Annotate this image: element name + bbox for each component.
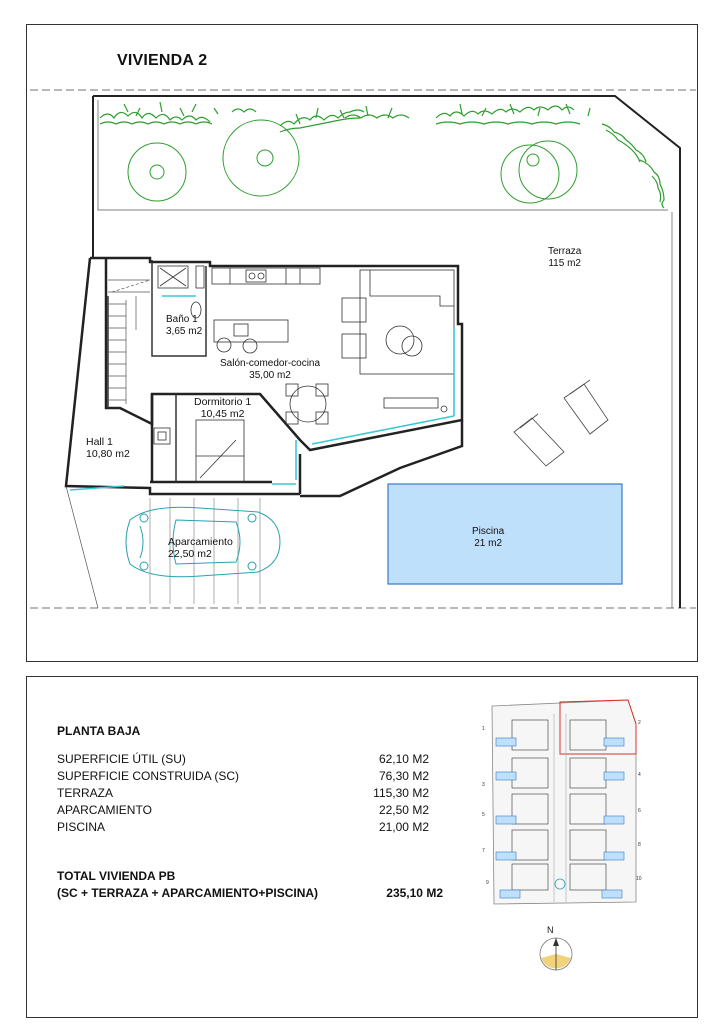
plot-number: 9 [486,880,489,886]
room-label-dormitorio: Dormitorio 1 10,45 m2 [194,396,252,420]
room-label-hall: Hall 1 10,80 m2 [86,436,130,460]
pool [388,484,622,584]
living-furniture [286,270,454,424]
summary-row [57,803,429,817]
summary-value: 62,10 M2 [378,752,429,766]
summary-value: 76,30 M2 [378,769,429,783]
room-label-terraza: Terraza 115 m2 [548,246,582,269]
glazing [70,296,454,490]
kitchen [212,268,320,353]
summary-value: 21,00 M2 [378,820,429,834]
summary-label: APARCAMIENTO [57,803,152,817]
staircase [108,280,150,404]
plan-title: VIVIENDA 2 [117,52,208,69]
plot-number: 3 [482,782,485,788]
total-row [57,886,443,900]
compass-icon [536,928,576,974]
total-formula: (SC + TERRAZA + APARCAMIENTO+PISCINA) [57,886,319,900]
hedge-vegetation [100,102,664,208]
plot-number: 2 [638,720,641,726]
room-label-bano: Baño 1 3,65 m2 [166,314,203,337]
plot-number: 10 [636,876,642,882]
room-label-salon: Salón-comedor-cocina 35,00 m2 [220,358,321,381]
summary-label: SUPERFICIE CONSTRUIDA (SC) [57,769,240,783]
room-label-aparcamiento: Aparcamiento 22,50 m2 [168,536,233,560]
total-title: TOTAL VIVIENDA PB [57,869,176,883]
sun-loungers [514,380,608,466]
trees [128,120,577,203]
bedroom-furniture [154,420,244,482]
summary-row [57,752,429,766]
plot-number: 7 [482,848,485,854]
summary-row [57,820,429,834]
compass-north-label: N [547,925,554,935]
plot-edge-left [66,486,98,608]
bathroom-fixtures [158,266,204,318]
room-label-piscina: Piscina 21 m2 [472,526,505,549]
summary-label: PISCINA [57,820,106,834]
garden-border [98,100,668,210]
summary-label: TERRAZA [57,786,114,800]
summary-title: PLANTA BAJA [57,724,141,738]
summary-row [57,769,429,783]
summary-value: 22,50 M2 [378,803,429,817]
plot-number: 6 [638,808,641,814]
site-map [478,694,644,914]
summary-value: 115,30 M2 [373,786,429,800]
plot-number: 8 [638,842,641,848]
plot-number: 1 [482,726,485,732]
summary-label: SUPERFICIE ÚTIL (SU) [57,752,186,766]
plot-number: 4 [638,772,641,778]
plot-number: 5 [482,812,485,818]
summary-row [57,786,429,800]
total-value: 235,10 M2 [386,886,443,900]
